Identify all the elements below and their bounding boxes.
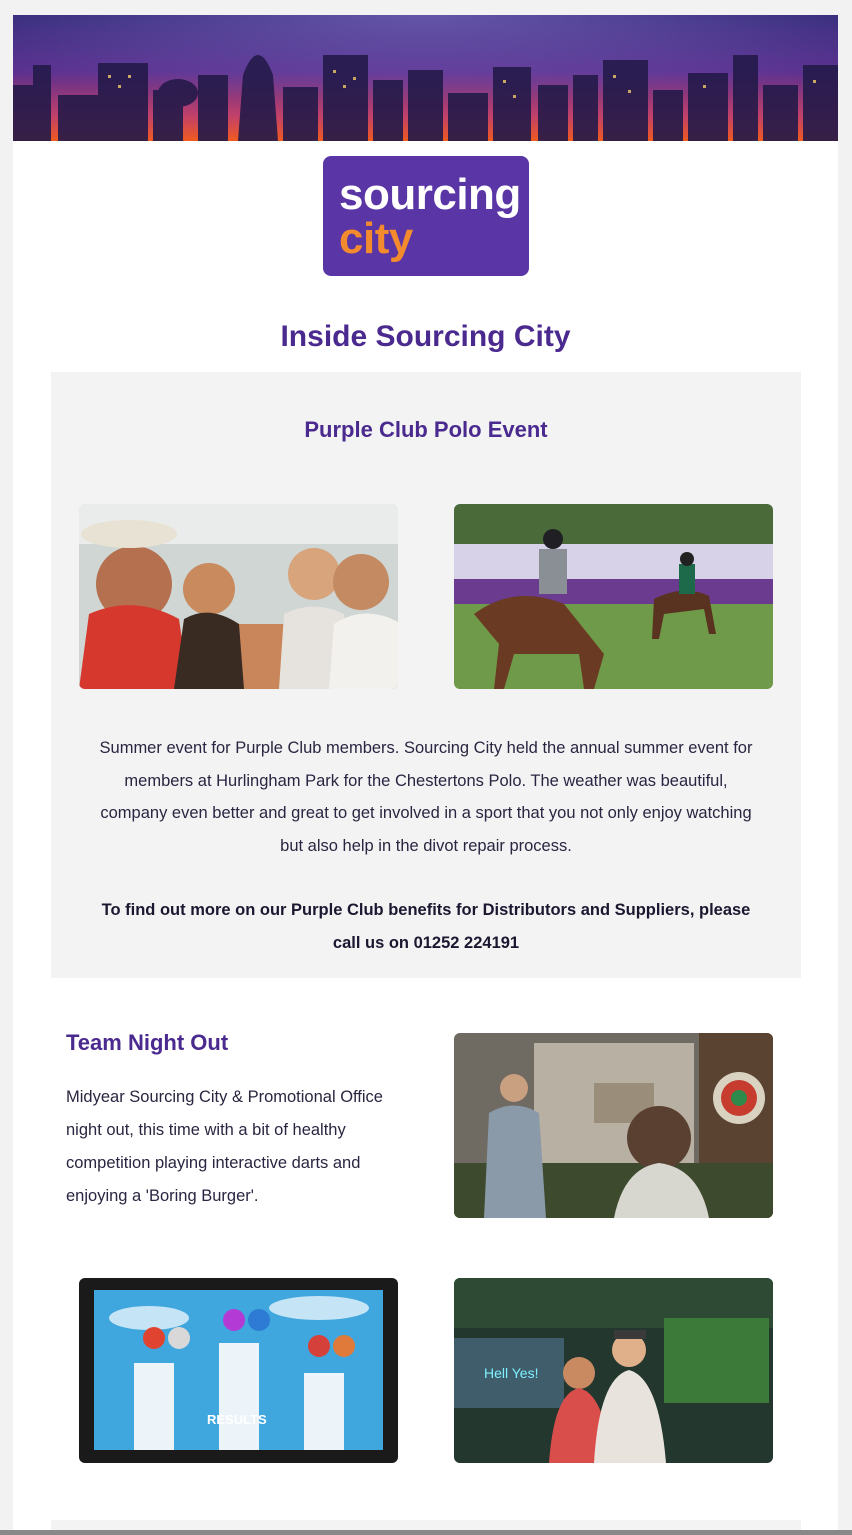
team-night-title: Team Night Out xyxy=(66,1030,229,1055)
logo-word-city: city xyxy=(339,214,413,263)
window-bottom-edge xyxy=(0,1530,852,1535)
sourcing-city-logo[interactable] xyxy=(323,156,529,276)
city-skyline-illustration xyxy=(13,15,838,141)
neon-sign-selfie-photo xyxy=(454,1278,773,1463)
results-word: RESULTS xyxy=(207,1412,267,1427)
newsletter-title: Inside Sourcing City xyxy=(280,320,571,353)
polo-guests-photo xyxy=(79,504,398,689)
polo-description: Summer event for Purple Club members. Sourcing City held the annual summer event for members at Hurlingham Park for the Chestertons Polo. The weather was beautiful, company even better and great to get involved in a sport that you not only enjoy watching but also help in the divot repair process. xyxy=(99,739,753,855)
purple-club-cta: To find out more on our Purple Club benefits for Distributors and Suppliers, please call us on 01252 224191 xyxy=(101,901,751,952)
email-body xyxy=(13,15,838,1535)
header-banner xyxy=(13,15,838,141)
polo-section-title: Purple Club Polo Event xyxy=(304,417,548,442)
polo-match-photo xyxy=(454,504,773,689)
logo-word-sourcing: sourcing xyxy=(339,170,521,219)
darts-bar-photo xyxy=(454,1033,773,1218)
polo-event-section xyxy=(51,372,801,978)
team-night-description: Midyear Sourcing City & Promotional Office night out, this time with a bit of healthy competition playing interactive darts and enjoying a 'Boring Burger'. xyxy=(66,1088,383,1205)
darts-results-screen-photo xyxy=(79,1278,398,1463)
neon-sign-text: Hell Yes! xyxy=(484,1365,539,1381)
